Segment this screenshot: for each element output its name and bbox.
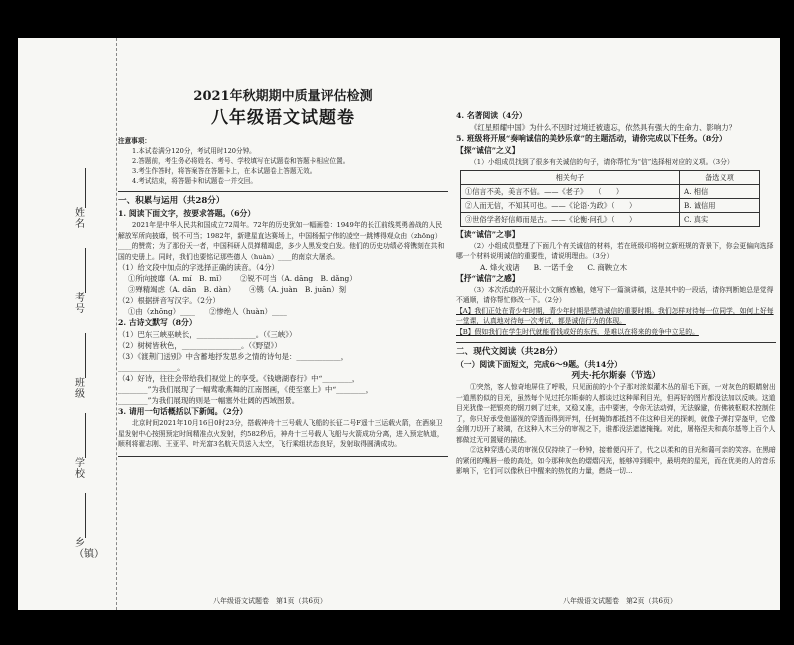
notice-item: 3.考生作答时，将答案答在答题卡上，在本试题卷上答题无效。 <box>132 167 317 175</box>
paragraph-b: 【B】假如我们在学生时代就能看钱或好的东西，是难以在将来的竞争中立足的。 <box>456 327 699 336</box>
footer-left: 八年级语文试题卷 第1页（共6页） <box>213 597 327 605</box>
task2-question: （2）小组成员整理了下面几个有关诚信的材料，若在班级印将树立新班规的背景下，你会更偏向选择哪一个材料说明诚信的重要性，请说明理由。（3分） <box>456 241 774 260</box>
meaning-table <box>460 170 760 227</box>
q2-line: ________________。 <box>118 363 185 372</box>
class-line <box>85 333 86 378</box>
table-cell: B. 诚信用 <box>680 198 760 212</box>
q4-title: 4. 名著阅读（4分） <box>456 111 527 120</box>
table-header: 备选义项 <box>680 170 760 184</box>
notice-title: 注意事项： <box>118 137 151 145</box>
part1-heading: 一、积累与运用（共28分） <box>118 196 225 206</box>
q3-title: 3. 请用一句话概括以下新闻。（2分） <box>118 407 248 416</box>
name-label: 姓名 <box>75 208 85 230</box>
q1-option: ②锐不可当（A. dāng B. dǎng） <box>240 274 357 283</box>
table-header: 相关句子 <box>461 170 680 184</box>
q2-line: （2）树树皆秋色，________________。（《野望》） <box>118 341 282 350</box>
task2-option: C. 商鞅立木 <box>587 262 627 272</box>
essay-paragraph: ②这种穿透心灵的审视仅仅持续了一秒钟，接着便闪开了，代之以柔和的目光和蔼可亲的笑容。在黑暗的紧闭的嘴唇一般的高处，如今那种灰色的熠熠闪光，能够冲到眼中，最明亮的星光，而在优美的人的音乐影响下，它们可以像秋日中醒来的热忱的力量，燃烧一切... <box>456 446 776 475</box>
table-cell: ③世俗学者好信师而是古。——《论衡·问孔》（ ） <box>461 212 680 226</box>
exam-no-line <box>85 248 86 293</box>
table-row <box>461 198 760 212</box>
class-label: 班级 <box>75 378 85 400</box>
exam-sheet <box>18 38 780 610</box>
task1-question: （1）小组成员找到了很多有关诚信的句子，请你帮忙为“信”选择相对应的义项。（3分） <box>470 158 734 166</box>
q2-line: ________”为我们展现了一幅莺歌燕舞的江南图画，《使至塞上》中“________， <box>118 385 374 394</box>
notice-item: 1.本试卷满分120分，考试用时120分钟。 <box>132 147 256 155</box>
notice-item: 4.考试结束，将答题卡和试题卷一并交回。 <box>132 177 257 185</box>
q1-option: ③殚精竭虑（A. dān B. dàn） <box>128 285 236 294</box>
table-cell: A. 相信 <box>680 184 760 198</box>
q1-text: 2021年是中华人民共和国成立72周年。72年的历史犹如一幅画卷：1949年的长江前线英勇善战的人民解放军所向披靡，锐不可当；1982年，新建星直达赛场上，中国杨振宁伟的凌空一跳博得观众由（zhōng）____的赞赏；为了那份天一者，中国科研人员掸精竭虑，多少人黑发变白发。他们的历史功绩必将镌刻在共和国的史册上。同时，我们也要铭记那些德人（huàn）____的南京大屠杀。 <box>118 221 445 261</box>
paragraph-a: 【A】我们正处在青少年时期，青少年时期是塑造诚信的重要时期。我们怎样对待每一位同学，如何上好每一堂课，认真地对待每一次考试，都是诚信行为的体现。 <box>456 306 774 325</box>
table-cell: C. 真实 <box>680 212 760 226</box>
exam-subtitle: 八年级语文试题卷 <box>211 108 355 128</box>
q2-line: （3）《渡荆门送别》中含蓄地抒发思乡之情的诗句是：____________， <box>118 352 349 361</box>
page-two <box>456 110 776 477</box>
notice-item: 2.答题前，考生务必将姓名、考号、学校填写在试题卷和答题卡相应位置。 <box>132 157 350 165</box>
essay-title: 列夫·托尔斯泰（节选） <box>571 371 661 381</box>
binding-strip <box>18 38 114 610</box>
school-label: 学校 <box>75 458 85 480</box>
task1-title: 【探“诚信”之义】 <box>456 146 520 155</box>
q1-title: 1. 阅读下面文字，按要求答题。（6分） <box>118 209 256 218</box>
town-line <box>85 493 86 538</box>
q1-sub2: （2）根据拼音写汉字。（2分） <box>118 296 220 305</box>
q1-option: ①所向披靡（A. mí B. mǐ） <box>128 274 227 283</box>
page-one <box>118 88 448 459</box>
task3-question: （3）本次活动的开展让小文颇有感触，她写下一篇演讲稿，这是其中的一段话，请你判断她总是觉得不通顺，请你帮忙修改一下。（2分） <box>456 285 774 304</box>
table-row <box>461 184 760 198</box>
task2-title: 【读“诚信”之事】 <box>456 229 520 239</box>
school-line <box>85 413 86 458</box>
exam-no-label: 考号 <box>75 293 85 315</box>
q1-option: ④镌（A. juàn B. juān）刻 <box>249 285 347 294</box>
q2-line: （1）巴东三峡巫峡长，________________。（《三峡》） <box>118 330 297 339</box>
q1-sub1: （1）给文段中加点的字选择正确的读音。（4分） <box>118 263 279 272</box>
task2-option: B. 一诺千金 <box>533 262 574 272</box>
divider <box>456 342 776 343</box>
fold-line <box>116 38 117 610</box>
table-cell: ②人而无信，不知其可也。——《论语·为政》（ ） <box>461 198 680 212</box>
divider <box>118 191 448 192</box>
q2-title: 2. 古诗文默写（8分） <box>118 318 197 327</box>
table-cell: ①信言不美，美言不信。——《老子》 （ ） <box>461 184 680 198</box>
q3-text: 北京时间2021年10月16日0时23分，搭载神舟十三号载人飞船的长征二号F遥十三运载火箭，在酒泉卫星发射中心按照预定时间精准点火发射，约582秒后，神舟十三号载人飞船与火箭成功分离，进入预定轨道，顺利将翟志刚、王亚平、叶光富3名航天员送入太空，飞行乘组状态良好，发射取得圆满成功。 <box>118 419 444 448</box>
table-row <box>461 212 760 226</box>
task2-option: A. 烽火戏诸 <box>480 262 520 272</box>
part2-heading: 二、现代文阅读（共28分） <box>456 347 563 357</box>
task3-title: 【抒“诚信”之感】 <box>456 273 520 283</box>
q2-line: （4）好诗，往往会带给我们视觉上的享受。《钱塘湖春行》中“________， <box>118 374 360 383</box>
answer-line <box>118 456 448 457</box>
q1-pinyin: ①由（zhōng）____ <box>128 307 195 316</box>
q2-line: ________”为我们展现的则是一幅塞外壮阔的西域图景。 <box>118 396 300 405</box>
q5-title: 5. 班级将开展“奏响诚信的美妙乐章”的主题活动，请你完成以下任务。（8分） <box>456 134 727 143</box>
footer-right: 八年级语文试题卷 第2页（共6页） <box>563 597 677 605</box>
part2-sub: （一）阅读下面短文，完成6～9题。（共14分） <box>456 360 622 369</box>
town-label: 乡（镇） <box>74 538 104 560</box>
exam-title: 2021年秋期期中质量评估检测 <box>193 89 373 104</box>
q4-text: 《红星照耀中国》为什么不因时过境迁被遗忘，依然具有强大的生命力、影响力？ <box>470 123 737 132</box>
essay-paragraph: ①突然，客人惊奇地屏住了呼吸，只见面前的小个子那对浓似灌木丛的眉毛下面，一对灰色的眼睛射出一道黑豹似的目光，虽然每个见过托尔斯泰的人都谈过这种犀利目光，但再好的图片都没法加以反映。这道目光犹像一把银亮的钢刀刺了过来，又稳又准，击中要害，令你无法动弹，无法躲避，仿佛被枢眼术控制住了，你只好承受他逼视的穿透而得到评判，任何掩饰都抵挡不住这种目光的探刺，就像子弹打穿盔甲，它像金刚刀切开了玻璃，在这种入木三分的审视之下，谁都没法遮遮掩掩。对此，屠格涅夫和高尔基等上百个人都做过无可置疑的描述。 <box>456 383 776 444</box>
q1-pinyin: ②惨绝人（huàn）____ <box>208 307 287 316</box>
name-line <box>85 168 86 208</box>
